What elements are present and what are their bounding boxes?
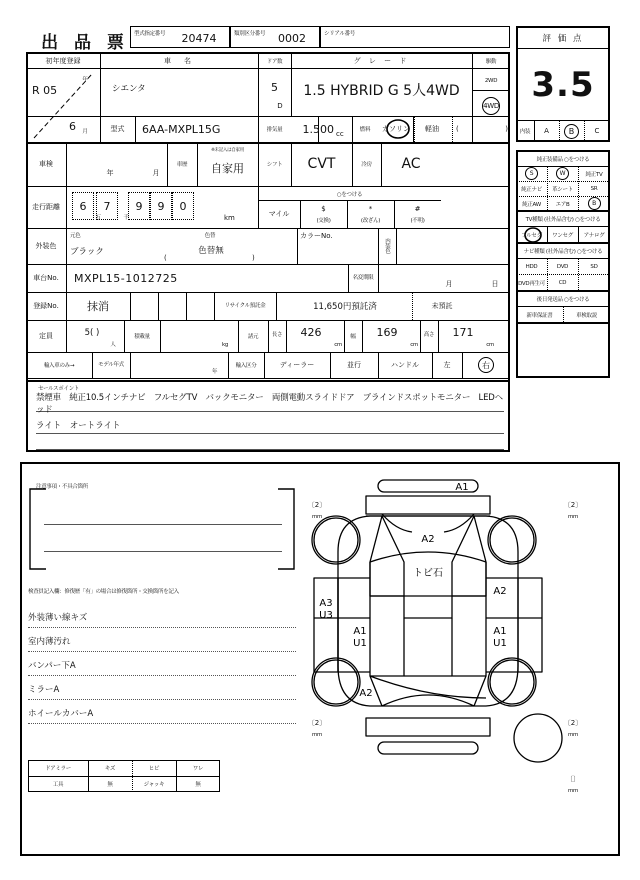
fuel-other-close: ): [505, 125, 508, 133]
drive-4wd-selected: 4WD: [482, 97, 500, 115]
mileage-digit-0: 6: [72, 192, 94, 220]
score-label: 評 価 点: [542, 33, 584, 44]
doors-value: 5: [271, 80, 278, 94]
airbag-mark-cell: [578, 197, 610, 210]
divider: [135, 116, 136, 142]
handle-right-selected: 右: [478, 357, 494, 373]
fuel-diesel: 軽油: [425, 125, 439, 133]
scratch-label: キズ: [104, 766, 116, 772]
exterior-color-label: 外装色: [35, 242, 57, 250]
handle-right-cell: [462, 352, 510, 378]
mark-right-door-2: U1: [493, 638, 507, 649]
caution-line-2: [44, 536, 282, 552]
height-unit: cm: [486, 342, 494, 348]
sales-points-line-1: 禁煙車 純正10.5インチナビ フルセグTV バックモニター 両側電動スライドドア ブラインドスポットモニター LEDヘッド: [36, 392, 503, 415]
seats-unit: 人: [110, 342, 116, 348]
genuine-navi-mark: S: [525, 167, 538, 180]
tire-rr-unit: mm: [567, 732, 579, 738]
height-value: 171: [452, 325, 474, 339]
color-paren-open: (: [164, 254, 167, 262]
color-no-label: カラーNo.: [300, 232, 333, 240]
genuine-aw-label: 純正AW: [522, 201, 541, 208]
tire-spare-bracket: 〔 〕: [566, 775, 580, 783]
color-paren-close: ): [252, 254, 255, 262]
divider: [66, 142, 67, 186]
mark-front-bumper: A1: [455, 482, 469, 493]
divider: [472, 90, 510, 91]
seats-value: 5( ): [84, 328, 100, 338]
tire-fl-bracket: 〔 2 〕: [307, 501, 327, 509]
divider: [66, 264, 67, 292]
sr-label: SR: [590, 185, 598, 192]
tire-rl-value: 2: [314, 719, 320, 727]
interior-grade-a: A: [544, 127, 549, 135]
first-reg-month: 6: [69, 119, 76, 133]
divider: [66, 186, 67, 228]
grade-label: グ レ ー ド: [353, 56, 410, 65]
genuine-equipment-header: 純正装備品 ○をつける: [536, 157, 590, 163]
name-change-month-unit: 月: [445, 280, 453, 288]
mileage-flag-tamper-sub: (改ざん): [360, 218, 381, 224]
caution-line-1: [44, 509, 282, 525]
divider: [516, 322, 610, 324]
inspector-label: 検査員記入欄：修復歴「有」の場合は修復箇所・交換箇所を記入: [28, 589, 179, 595]
inspector-line-2: 室内薄汚れ: [28, 630, 296, 652]
sales-points-line-2: ライト オートライト: [36, 416, 504, 434]
month-unit: 月: [82, 129, 88, 135]
tire-rl-unit: mm: [311, 732, 323, 738]
airbag-label: エアB: [555, 201, 570, 208]
mileage-flag-unknown-sym: #: [414, 205, 421, 213]
divider: [26, 116, 510, 117]
divider: [378, 264, 379, 292]
import-type-label: 輸入区分: [235, 363, 257, 369]
genuine-navi-mark-cell: [516, 167, 547, 180]
mark-roof: トビ石: [413, 568, 443, 579]
first-reg-year: R 05: [32, 83, 58, 97]
manual-label: 車検取説: [576, 312, 597, 319]
color-change-value: 色替無: [198, 246, 224, 256]
interior-grade-b-cell: [559, 120, 584, 142]
jack-label: ジャッキ: [143, 782, 165, 788]
tire-fl-unit: mm: [311, 514, 323, 520]
tire-fr-value: 2: [570, 501, 576, 509]
width-value: 169: [376, 325, 398, 339]
first-reg-label: 初年度登録: [45, 56, 81, 65]
load-unit: kg: [222, 342, 229, 348]
mileage-flag-unknown-sub: (不明): [410, 218, 425, 224]
model-year-label: モデル年式: [98, 361, 124, 368]
color-change-label: 色替: [204, 233, 216, 239]
divider: [66, 228, 67, 264]
mileage-sen-unit: 千: [123, 215, 129, 221]
category-value: 0002: [278, 31, 306, 45]
mark-hood: A2: [421, 534, 435, 545]
tv-fullseg-circle-icon: [524, 227, 542, 243]
mileage-label: 走行距離: [32, 203, 60, 211]
mileage-circle-note: ○をつける: [336, 191, 363, 198]
car-damage-diagram: [300, 466, 600, 796]
displacement-unit: cc: [336, 130, 344, 138]
seats-label: 定員: [39, 332, 53, 340]
recycle-deposit-value: 11,650円預託済: [313, 302, 377, 312]
leather-seat-label: 革シート: [552, 186, 573, 193]
tv-fullseg-label: フルセグ: [521, 232, 542, 239]
genuine-tv-label: 純正TV: [585, 171, 603, 178]
divider: [26, 186, 510, 187]
width-unit: cm: [410, 342, 418, 348]
crack-label: ヒビ: [148, 766, 160, 772]
navi-cd-label: CD: [558, 279, 567, 286]
mark-left-fender-2: U3: [319, 610, 333, 621]
mark-rear: A2: [359, 688, 373, 699]
shaken-year-unit: 年: [106, 169, 114, 177]
tv-oneseg-label: ワンセグ: [552, 232, 573, 239]
model-designation-label: 型式指定番号: [134, 30, 166, 37]
year-unit: 年: [82, 77, 88, 83]
length-value: 426: [300, 325, 322, 339]
registration-value: 抹消: [87, 300, 109, 313]
handle-left-label: 左: [443, 361, 451, 369]
divider: [26, 264, 510, 265]
page-title: 出 品 票: [41, 32, 129, 53]
mileage-digit-3: 9: [150, 192, 172, 220]
mileage-digit-4: 0: [172, 192, 194, 220]
mileage-flag-exchange-sym: $: [321, 205, 326, 213]
recycle-unpaid-label: 未預託: [431, 302, 453, 310]
load-label: 積載量: [134, 334, 150, 340]
divider: [186, 292, 187, 320]
navi-dvd-label: DVD: [556, 263, 569, 270]
mileage-man-unit: 万: [95, 215, 101, 221]
import-only-label: 輸入車のみ→: [43, 363, 75, 369]
tire-fl-value: 2: [314, 501, 320, 509]
mark-left-door-2: U1: [353, 638, 367, 649]
registration-label: 登録No.: [33, 302, 59, 310]
tire-rr-bracket: 〔 2 〕: [563, 719, 583, 727]
fuel-gasoline-circle-icon: [386, 118, 410, 140]
shaken-month-unit: 月: [152, 169, 160, 177]
mark-right-quarter: A2: [493, 586, 507, 597]
model-year-value: [130, 354, 210, 374]
type-value: 6AA-MXPL15G: [142, 122, 221, 136]
break-label: ワレ: [192, 766, 204, 772]
spec-label: 諸元: [247, 334, 259, 340]
divider: [130, 292, 131, 320]
category-label: 類別区分番号: [234, 30, 266, 37]
genuine-navi-label: 純正ナビ: [521, 186, 542, 193]
interior-color-label: 内装色: [384, 238, 390, 254]
divider: [452, 116, 453, 142]
tire-spare-unit: mm: [567, 788, 579, 794]
grade-value: 1.5 HYBRID G 5人4WD: [303, 83, 460, 99]
doors-suffix: D: [277, 102, 283, 110]
length-label: 長さ: [271, 332, 283, 339]
chassis-value: MXPL15-1012725: [74, 271, 178, 285]
serial-value: [380, 30, 506, 46]
caution-bracket: [28, 487, 296, 571]
length-unit: cm: [334, 342, 342, 348]
mark-left-fender: A3: [319, 598, 333, 609]
divider: [276, 292, 277, 320]
cooling-value: AC: [401, 156, 421, 172]
interior-grade-b-selected: B: [564, 124, 579, 139]
tire-fr-unit: mm: [567, 514, 579, 520]
navi-dvd-play-label: DVD再生可: [518, 280, 545, 287]
inspector-line-3: バンパー下A: [28, 654, 296, 676]
navi-sd-label: SD: [590, 263, 598, 270]
divider: [158, 292, 159, 320]
serial-label: シリアル番号: [324, 30, 355, 37]
type-label: 型式: [110, 125, 125, 133]
cooling-label: 冷房: [361, 162, 372, 168]
divider: [297, 228, 298, 264]
model-year-unit: 年: [212, 369, 218, 375]
color-no-value: [300, 244, 374, 260]
divider: [66, 292, 67, 320]
load-value: [160, 322, 220, 342]
jack-value: 無: [195, 782, 201, 788]
drive-label: 駆動: [485, 58, 497, 65]
handle-label: ハンドル: [391, 361, 419, 369]
drive-4wd-cell: [472, 96, 510, 116]
shift-label: シフト: [266, 162, 283, 168]
displacement-label: 排気量: [266, 127, 283, 133]
mileage-flag-miles: マイル: [268, 210, 290, 218]
history-value: 自家用: [211, 162, 244, 175]
mark-right-door: A1: [493, 626, 507, 637]
tools-label: 工具: [52, 782, 64, 788]
displacement-value: 1.500: [302, 122, 334, 136]
navi-type-header: ナビ種類 (社外品含む) ○をつける: [523, 249, 603, 255]
score-value: 3.5: [531, 65, 595, 105]
mileage-flag-tamper-sym: *: [368, 205, 373, 213]
parallel-label: 並行: [347, 361, 361, 369]
tv-type-header: TV種類 (社外品含む) ○をつける: [525, 217, 601, 223]
sales-points-label: セールスポイント: [38, 385, 80, 392]
navi-hdd-label: HDD: [525, 263, 538, 270]
mark-left-door: A1: [353, 626, 367, 637]
shaken-label: 車検: [39, 160, 53, 168]
fuel-label: 燃料: [359, 127, 371, 133]
mileage-km-unit: km: [224, 214, 235, 222]
new-car-warranty-label: 新車保証書: [526, 312, 553, 319]
recycle-deposit-label: リサイクル預託金: [224, 302, 266, 309]
vehicle-name-value: シエンタ: [112, 84, 146, 94]
divider: [26, 378, 510, 379]
door-mirror-label: ドアミラー: [45, 766, 71, 772]
sales-points-line-3: [36, 434, 504, 450]
dealer-label: ディーラー: [279, 361, 315, 369]
shift-value: CVT: [307, 156, 336, 172]
history-label: 車歴: [176, 162, 188, 168]
airbag-mark: B: [588, 197, 601, 210]
history-note: ※未記入は自家用: [211, 148, 244, 153]
tools-value: 無: [107, 782, 113, 788]
drive-2wd: 2WD: [484, 78, 498, 84]
tire-rl-bracket: 〔 2 〕: [307, 719, 327, 727]
inspector-line-5: ホイールカバーA: [28, 702, 296, 724]
tire-rr-value: 2: [570, 719, 576, 727]
mileage-digit-1: 7: [96, 192, 118, 220]
base-color-value: ブラック: [70, 247, 104, 257]
base-color-label: 元色: [70, 233, 81, 239]
width-label: 幅: [350, 334, 356, 340]
later-shipping-header: 後日発送品 ○をつける: [536, 297, 590, 303]
leather-seat-mark: W: [556, 167, 569, 180]
chassis-label: 車台No.: [33, 274, 59, 282]
divider: [214, 292, 215, 320]
vehicle-name-label: 車 名: [164, 56, 194, 65]
fuel-gasoline: ガソリン: [382, 125, 410, 133]
name-change-label: 名変期限: [352, 274, 374, 281]
model-designation-value: 20474: [181, 31, 217, 45]
tire-fr-bracket: 〔 2 〕: [563, 501, 583, 509]
divider: [26, 292, 510, 293]
inspector-line-1: 外装薄い線キズ: [28, 606, 296, 628]
mileage-digit-2: 9: [128, 192, 150, 220]
leather-seat-mark-cell: [547, 167, 578, 180]
divider: [516, 48, 610, 49]
name-change-day-unit: 日: [491, 280, 499, 288]
mileage-flag-exchange-sub: (交換): [316, 218, 331, 224]
height-label: 高さ: [423, 332, 435, 339]
caution-label: 注意事項・不具合箇所: [36, 484, 89, 490]
interior-color-value: [396, 228, 510, 264]
interior-label: 内装: [519, 129, 531, 135]
doors-label: ドア数: [266, 58, 283, 65]
tv-analog-label: アナログ: [583, 232, 605, 239]
fuel-other-open: (: [456, 125, 459, 133]
inspector-line-4: ミラーA: [28, 678, 296, 700]
interior-grade-c: C: [594, 127, 600, 135]
